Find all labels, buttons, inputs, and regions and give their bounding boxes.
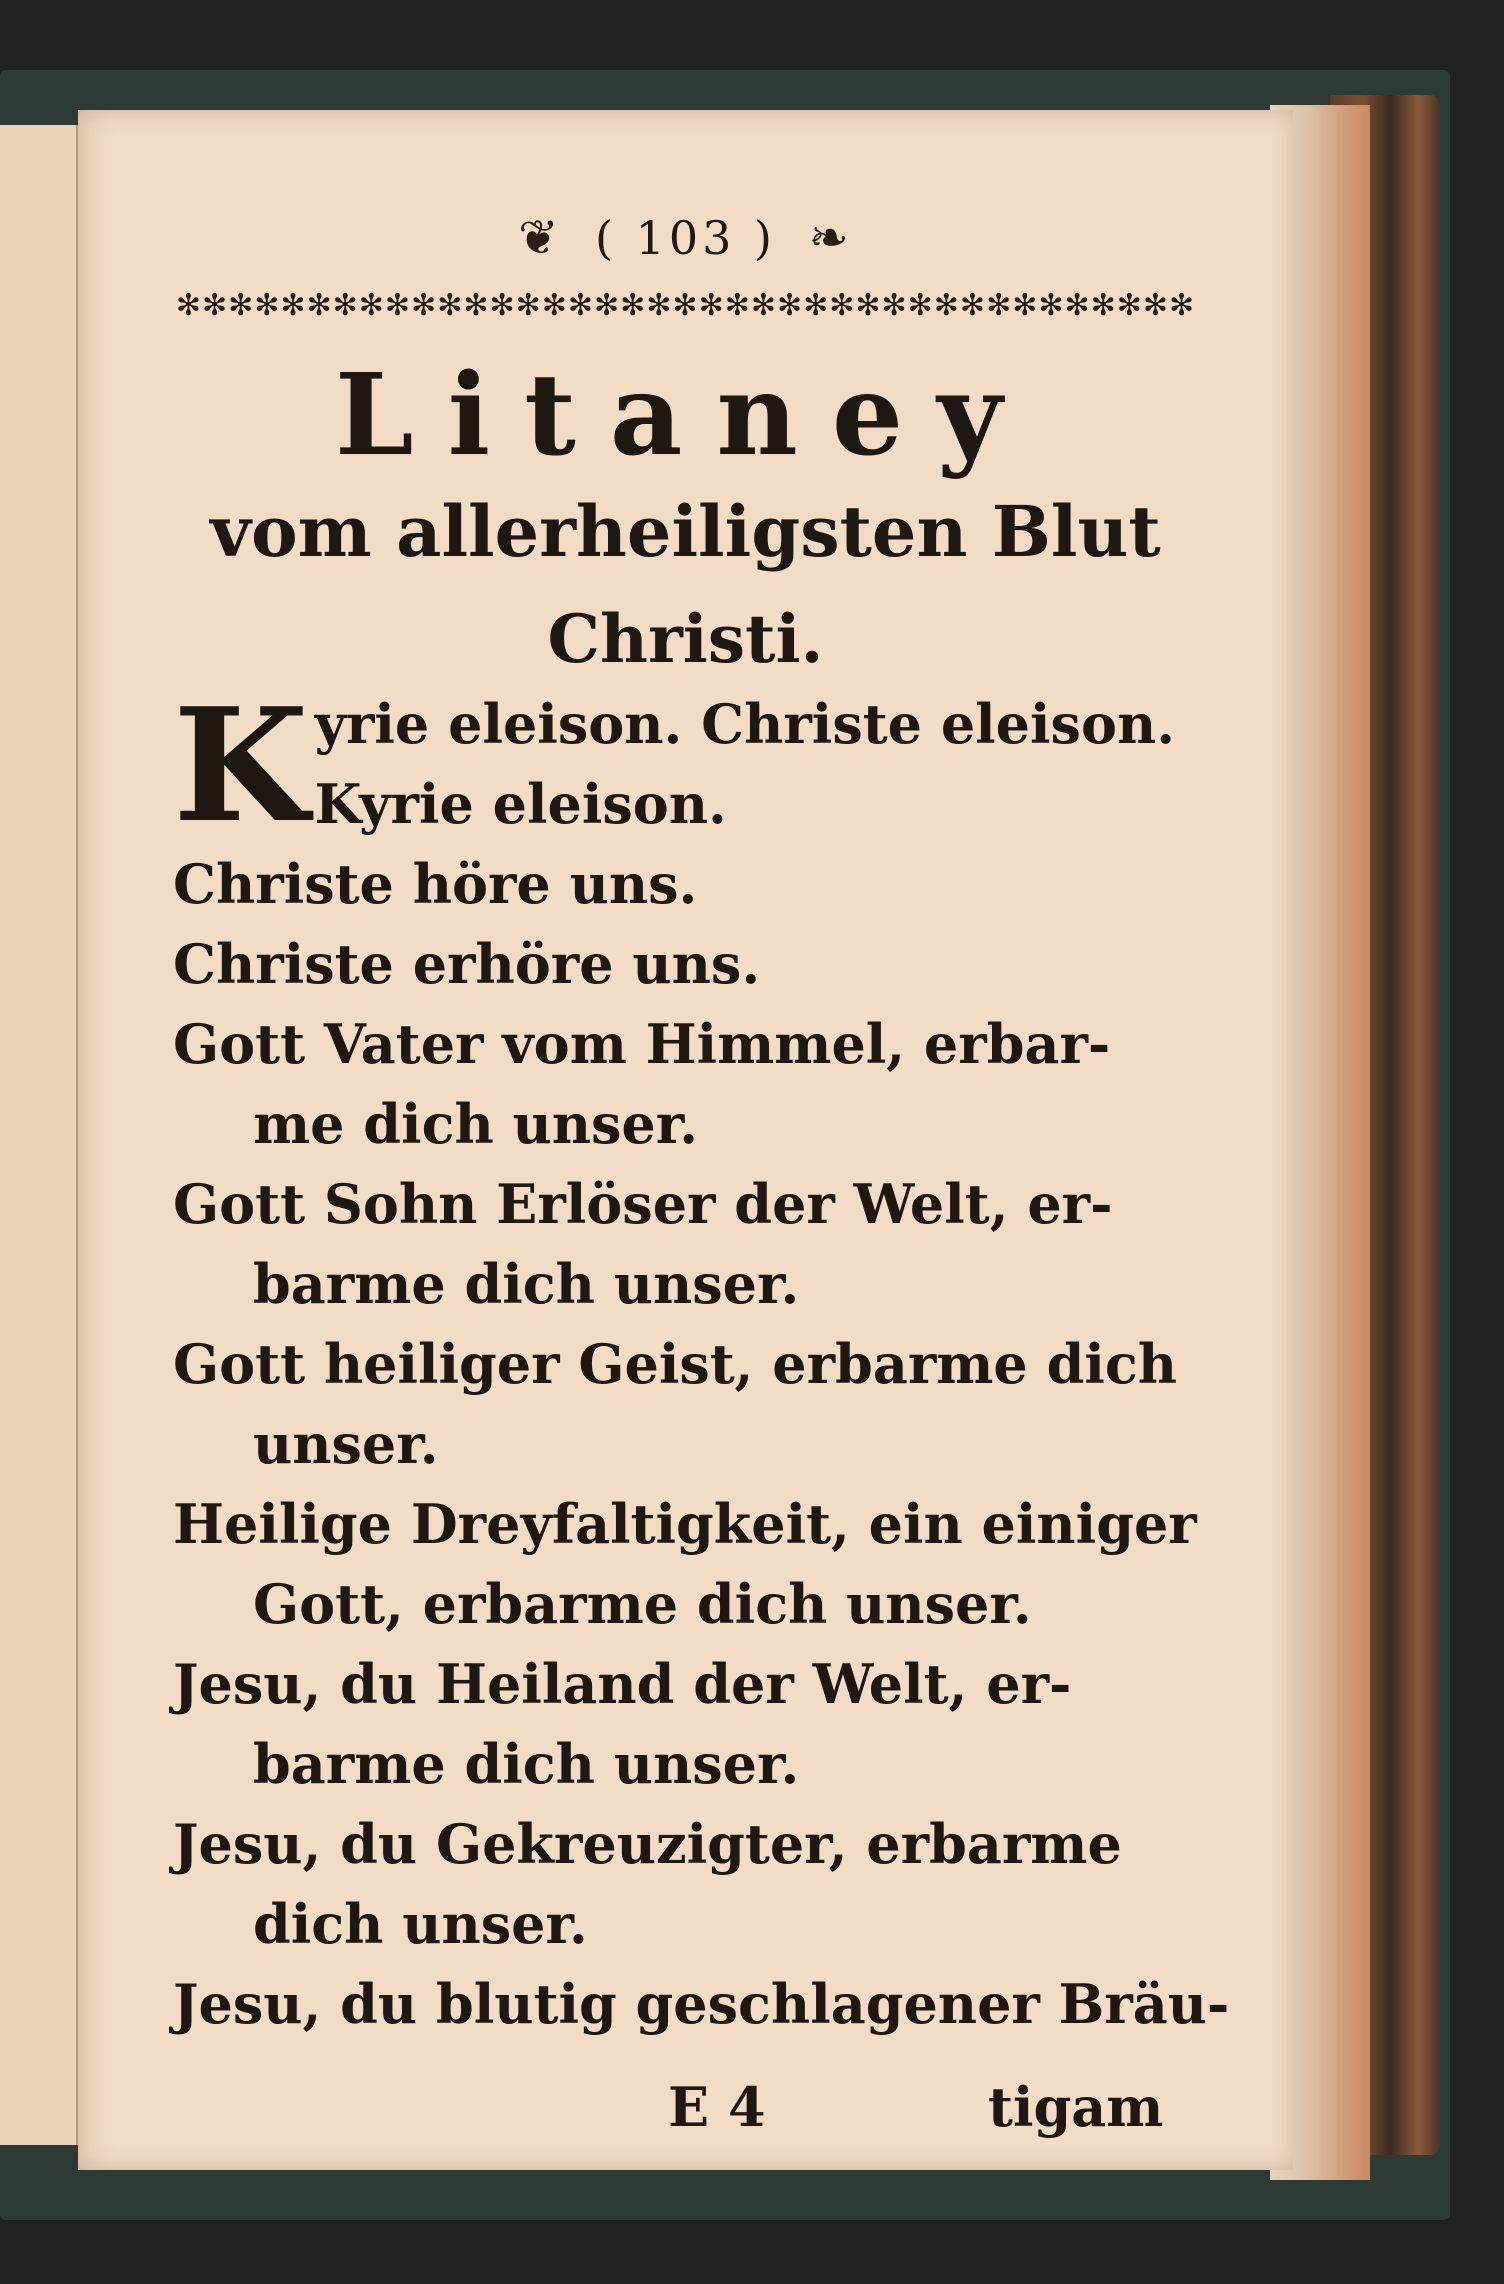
text-line: Kyrie eleison.	[314, 772, 727, 836]
text-line: Heilige Dreyfaltigkeit, ein einiger	[173, 1492, 1197, 1556]
signature-mark: E 4	[668, 2075, 766, 2139]
text-line: barme dich unser.	[253, 1732, 800, 1796]
right-ornament-icon: ❧	[808, 210, 853, 266]
text-line: Jesu, du Heiland der Welt, er-	[173, 1652, 1072, 1716]
text-line: Gott Vater vom Himmel, erbar-	[173, 1012, 1111, 1076]
page-number: ( 103 )	[595, 211, 776, 265]
text-line: Gott Sohn Erlöser der Welt, er-	[173, 1172, 1113, 1236]
text-line: Jesu, du blutig geschlagener Bräu-	[173, 1972, 1230, 2036]
page-subtitle-2: Christi.	[547, 600, 824, 678]
text-line: Christe erhöre uns.	[173, 932, 761, 996]
ornamental-rule: ✻✻✻✻✻✻✻✻✻✻✻✻✻✻✻✻✻✻✻✻✻✻✻✻✻✻✻✻✻✻✻✻✻✻✻✻✻✻✻	[175, 288, 1196, 323]
litany-text	[173, 674, 1248, 2050]
page-subtitle: vom allerheiligsten Blut	[210, 490, 1161, 573]
text-line: Gott heiliger Geist, erbarme dich	[173, 1332, 1177, 1396]
text-line: Christe höre uns.	[173, 852, 698, 916]
book-page	[78, 110, 1293, 2170]
page-title: Litaney	[334, 350, 1037, 481]
catchword: tigam	[988, 2075, 1164, 2139]
page-header	[78, 210, 1293, 266]
left-page-edge	[0, 125, 78, 2145]
text-line: yrie eleison. Christe eleison.	[314, 692, 1176, 756]
text-line: unser.	[253, 1412, 439, 1476]
text-line: me dich unser.	[253, 1092, 699, 1156]
text-line: Gott, erbarme dich unser.	[253, 1572, 1032, 1636]
text-line: barme dich unser.	[253, 1252, 800, 1316]
text-line: dich unser.	[253, 1892, 588, 1956]
left-ornament-icon: ❦	[518, 210, 563, 266]
kyrie-block	[173, 674, 1248, 857]
text-line: Jesu, du Gekreuzigter, erbarme	[173, 1812, 1122, 1876]
drop-cap: K	[173, 674, 309, 857]
